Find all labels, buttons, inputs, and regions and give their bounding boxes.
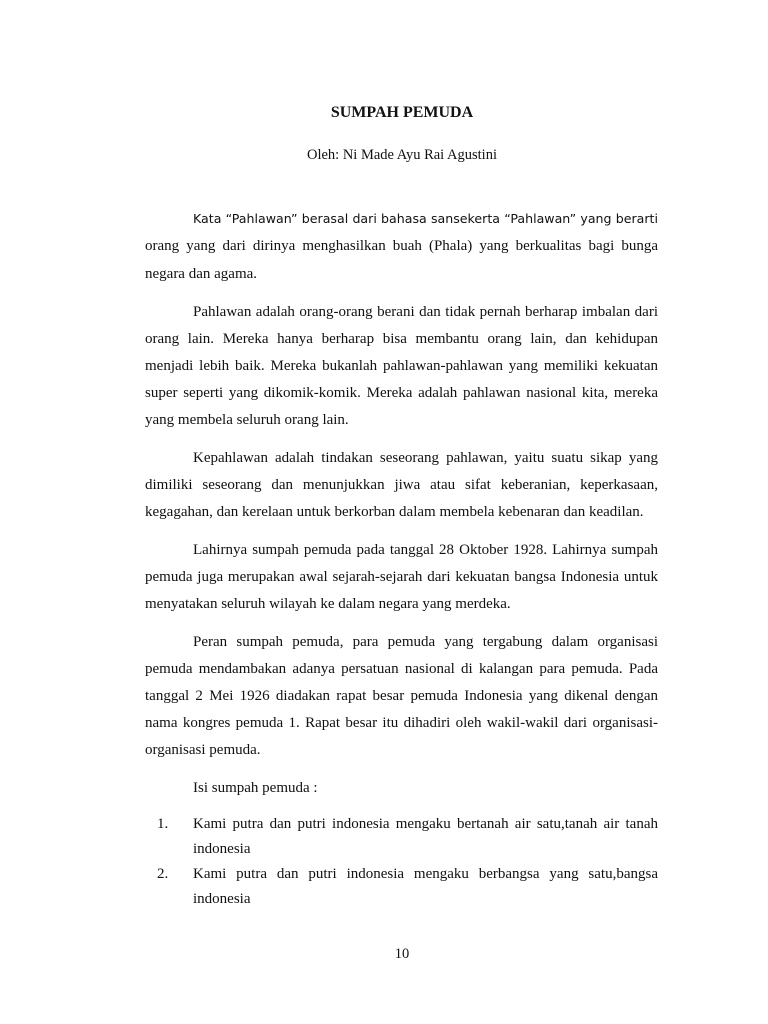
- list-item: [145, 812, 658, 862]
- list-item-number: 1.: [157, 816, 169, 832]
- list-item-text: Kami putra dan putri indonesia mengaku bertanah air satu,tanah air tanah indonesia: [193, 816, 658, 857]
- paragraph-4: Lahirnya sumpah pemuda pada tanggal 28 Oktober 1928. Lahirnya sumpah pemuda juga merupakan awal sejarah-sejarah dari kekuatan bangsa Indonesia untuk menyatakan seluruh wilayah ke dalam negara yang merdeka.: [145, 542, 658, 612]
- paragraph-5: Peran sumpah pemuda, para pemuda yang tergabung dalam organisasi pemuda mendambakan adanya persatuan nasional di kalangan para pemuda. Pada tanggal 2 Mei 1926 diadakan rapat besar pemuda Indonesia yang dikenal dengan nama kongres pemuda 1. Rapat besar itu dihadiri oleh wakil-wakil dari organisasi-organisasi pemuda.: [145, 634, 658, 758]
- paragraph-1-rest: orang yang dari dirinya menghasilkan buah (Phala) yang berkualitas bagi bunga negara dan agama.: [145, 238, 658, 282]
- document-body: [145, 205, 658, 912]
- list-item-number: 2.: [157, 866, 169, 882]
- document-title: SUMPAH PEMUDA: [330, 104, 474, 121]
- list-item-text: Kami putra dan putri indonesia mengaku berbangsa yang satu,bangsa indonesia: [193, 866, 658, 907]
- list-intro: Isi sumpah pemuda :: [193, 780, 318, 796]
- author-line: Oleh: Ni Made Ayu Rai Agustini: [307, 147, 497, 163]
- page-number: 10: [394, 946, 410, 962]
- paragraph-2: Pahlawan adalah orang-orang berani dan tidak pernah berharap imbalan dari orang lain. Mereka hanya berharap bisa membantu orang lain, dan kehidupan menjadi lebih baik. Mereka bukanlah pahlawan-pahlawan yang memiliki kekuatan super seperti yang dikomik-komik. Mereka adalah pahlawan nasional kita, mereka yang membela seluruh orang lain.: [145, 304, 658, 428]
- paragraph-1-first-line: Kata “Pahlawan” berasal dari bahasa sansekerta “Pahlawan” yang berarti: [193, 211, 658, 226]
- list-item: [145, 862, 658, 912]
- paragraph-3: Kepahlawan adalah tindakan seseorang pahlawan, yaitu suatu sikap yang dimiliki seseorang dan menunjukkan jiwa atau sifat keberanian, keperkasaan, kegagahan, dan kerelaan untuk berkorban dalam membela kebenaran dan keadilan.: [145, 450, 658, 520]
- paragraph-1: [145, 205, 658, 288]
- oath-list: [145, 812, 658, 912]
